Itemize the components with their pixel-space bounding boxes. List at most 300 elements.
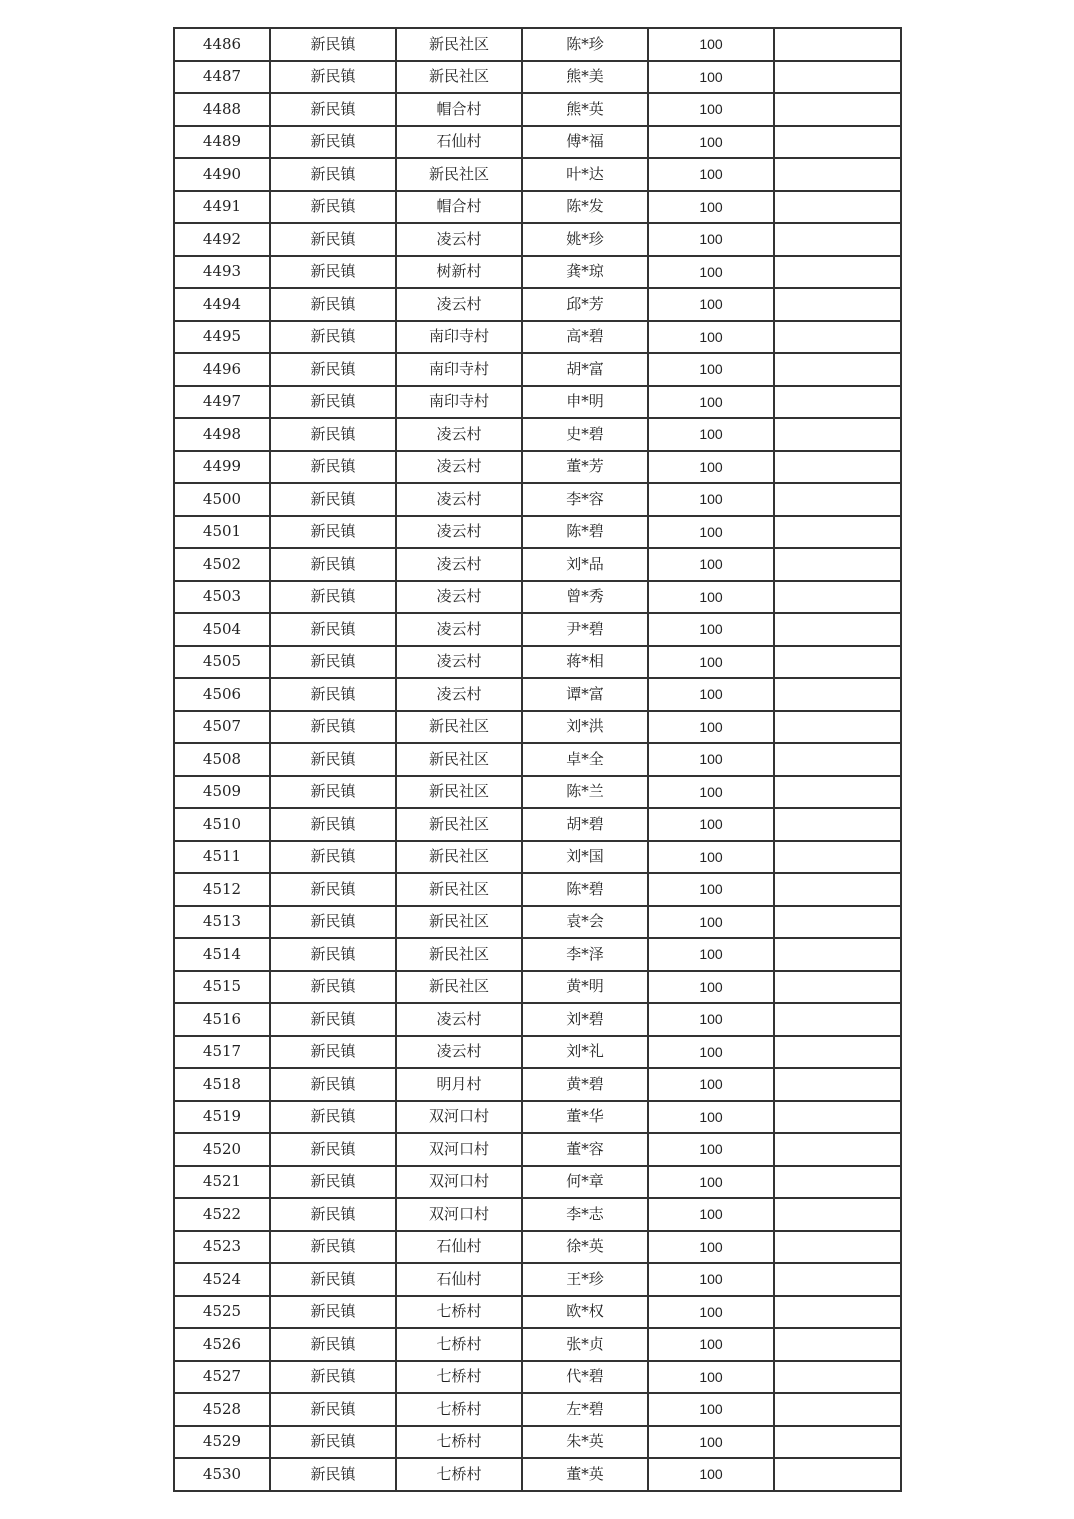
village-cell: 七桥村: [397, 1459, 523, 1492]
name-cell: 董*英: [523, 1459, 649, 1492]
note-cell: [775, 1427, 902, 1460]
row-number-cell: 4508: [175, 744, 271, 777]
amount-cell: 100: [649, 257, 775, 290]
note-cell: [775, 582, 902, 615]
amount-cell: 100: [649, 1232, 775, 1265]
village-cell: 七桥村: [397, 1362, 523, 1395]
name-cell: 胡*富: [523, 354, 649, 387]
table-row: [175, 1069, 902, 1102]
table-row: [175, 354, 902, 387]
note-cell: [775, 1394, 902, 1427]
village-cell: 双河口村: [397, 1199, 523, 1232]
row-number-cell: 4512: [175, 874, 271, 907]
village-cell: 新民社区: [397, 159, 523, 192]
table-row: [175, 907, 902, 940]
amount-cell: 100: [649, 1004, 775, 1037]
name-cell: 刘*品: [523, 549, 649, 582]
row-number-cell: 4511: [175, 842, 271, 875]
amount-cell: 100: [649, 1199, 775, 1232]
village-cell: 凌云村: [397, 419, 523, 452]
table-row: [175, 1394, 902, 1427]
note-cell: [775, 874, 902, 907]
town-cell: 新民镇: [271, 224, 397, 257]
table-row: [175, 419, 902, 452]
table-row: [175, 1037, 902, 1070]
table-row: [175, 777, 902, 810]
note-cell: [775, 1004, 902, 1037]
village-cell: 新民社区: [397, 712, 523, 745]
amount-cell: 100: [649, 777, 775, 810]
row-number-cell: 4526: [175, 1329, 271, 1362]
note-cell: [775, 842, 902, 875]
note-cell: [775, 1459, 902, 1492]
name-cell: 刘*礼: [523, 1037, 649, 1070]
name-cell: 李*泽: [523, 939, 649, 972]
table-row: [175, 614, 902, 647]
town-cell: 新民镇: [271, 614, 397, 647]
name-cell: 尹*碧: [523, 614, 649, 647]
table-row: [175, 322, 902, 355]
town-cell: 新民镇: [271, 29, 397, 62]
amount-cell: 100: [649, 224, 775, 257]
row-number-cell: 4504: [175, 614, 271, 647]
table-row: [175, 127, 902, 160]
amount-cell: 100: [649, 1167, 775, 1200]
table-row: [175, 1297, 902, 1330]
note-cell: [775, 1264, 902, 1297]
row-number-cell: 4515: [175, 972, 271, 1005]
amount-cell: 100: [649, 484, 775, 517]
row-number-cell: 4494: [175, 289, 271, 322]
note-cell: [775, 127, 902, 160]
amount-cell: 100: [649, 387, 775, 420]
town-cell: 新民镇: [271, 1427, 397, 1460]
note-cell: [775, 1069, 902, 1102]
village-cell: 新民社区: [397, 874, 523, 907]
table-row: [175, 1102, 902, 1135]
name-cell: 谭*富: [523, 679, 649, 712]
name-cell: 陈*珍: [523, 29, 649, 62]
town-cell: 新民镇: [271, 744, 397, 777]
town-cell: 新民镇: [271, 1102, 397, 1135]
amount-cell: 100: [649, 1459, 775, 1492]
amount-cell: 100: [649, 907, 775, 940]
name-cell: 傅*福: [523, 127, 649, 160]
row-number-cell: 4499: [175, 452, 271, 485]
amount-cell: 100: [649, 192, 775, 225]
table-row: [175, 1004, 902, 1037]
town-cell: 新民镇: [271, 289, 397, 322]
name-cell: 李*志: [523, 1199, 649, 1232]
table-row: [175, 192, 902, 225]
table-row: [175, 1232, 902, 1265]
note-cell: [775, 94, 902, 127]
row-number-cell: 4500: [175, 484, 271, 517]
note-cell: [775, 712, 902, 745]
amount-cell: 100: [649, 1427, 775, 1460]
note-cell: [775, 1102, 902, 1135]
amount-cell: 100: [649, 647, 775, 680]
name-cell: 刘*碧: [523, 1004, 649, 1037]
note-cell: [775, 1232, 902, 1265]
town-cell: 新民镇: [271, 777, 397, 810]
row-number-cell: 4488: [175, 94, 271, 127]
town-cell: 新民镇: [271, 1037, 397, 1070]
village-cell: 凌云村: [397, 224, 523, 257]
note-cell: [775, 354, 902, 387]
name-cell: 徐*英: [523, 1232, 649, 1265]
row-number-cell: 4486: [175, 29, 271, 62]
amount-cell: 100: [649, 354, 775, 387]
town-cell: 新民镇: [271, 192, 397, 225]
note-cell: [775, 679, 902, 712]
table-row: [175, 484, 902, 517]
row-number-cell: 4506: [175, 679, 271, 712]
name-cell: 蒋*相: [523, 647, 649, 680]
town-cell: 新民镇: [271, 387, 397, 420]
table-row: [175, 289, 902, 322]
village-cell: 凌云村: [397, 679, 523, 712]
table-row: [175, 744, 902, 777]
town-cell: 新民镇: [271, 1297, 397, 1330]
village-cell: 南印寺村: [397, 354, 523, 387]
village-cell: 南印寺村: [397, 387, 523, 420]
table-row: [175, 1199, 902, 1232]
name-cell: 黄*明: [523, 972, 649, 1005]
town-cell: 新民镇: [271, 517, 397, 550]
village-cell: 凌云村: [397, 484, 523, 517]
note-cell: [775, 907, 902, 940]
note-cell: [775, 289, 902, 322]
row-number-cell: 4524: [175, 1264, 271, 1297]
note-cell: [775, 1362, 902, 1395]
table-row: [175, 972, 902, 1005]
village-cell: 凌云村: [397, 549, 523, 582]
table-row: [175, 452, 902, 485]
table-row: [175, 224, 902, 257]
name-cell: 黄*碧: [523, 1069, 649, 1102]
amount-cell: 100: [649, 127, 775, 160]
name-cell: 董*芳: [523, 452, 649, 485]
table-row: [175, 257, 902, 290]
amount-cell: 100: [649, 517, 775, 550]
name-cell: 朱*英: [523, 1427, 649, 1460]
row-number-cell: 4493: [175, 257, 271, 290]
amount-cell: 100: [649, 1394, 775, 1427]
row-number-cell: 4518: [175, 1069, 271, 1102]
name-cell: 卓*全: [523, 744, 649, 777]
town-cell: 新民镇: [271, 1394, 397, 1427]
table-row: [175, 94, 902, 127]
village-cell: 新民社区: [397, 29, 523, 62]
note-cell: [775, 1329, 902, 1362]
row-number-cell: 4521: [175, 1167, 271, 1200]
name-cell: 曾*秀: [523, 582, 649, 615]
row-number-cell: 4520: [175, 1134, 271, 1167]
note-cell: [775, 1037, 902, 1070]
town-cell: 新民镇: [271, 1264, 397, 1297]
note-cell: [775, 224, 902, 257]
row-number-cell: 4509: [175, 777, 271, 810]
name-cell: 陈*兰: [523, 777, 649, 810]
amount-cell: 100: [649, 452, 775, 485]
table-row: [175, 1362, 902, 1395]
town-cell: 新民镇: [271, 257, 397, 290]
note-cell: [775, 387, 902, 420]
village-cell: 石仙村: [397, 1264, 523, 1297]
row-number-cell: 4492: [175, 224, 271, 257]
row-number-cell: 4528: [175, 1394, 271, 1427]
note-cell: [775, 484, 902, 517]
row-number-cell: 4501: [175, 517, 271, 550]
note-cell: [775, 972, 902, 1005]
row-number-cell: 4495: [175, 322, 271, 355]
town-cell: 新民镇: [271, 939, 397, 972]
town-cell: 新民镇: [271, 354, 397, 387]
note-cell: [775, 1134, 902, 1167]
town-cell: 新民镇: [271, 712, 397, 745]
table-row: [175, 159, 902, 192]
row-number-cell: 4514: [175, 939, 271, 972]
town-cell: 新民镇: [271, 1362, 397, 1395]
village-cell: 凌云村: [397, 582, 523, 615]
town-cell: 新民镇: [271, 809, 397, 842]
town-cell: 新民镇: [271, 1459, 397, 1492]
town-cell: 新民镇: [271, 419, 397, 452]
row-number-cell: 4503: [175, 582, 271, 615]
town-cell: 新民镇: [271, 94, 397, 127]
table-row: [175, 874, 902, 907]
name-cell: 陈*碧: [523, 517, 649, 550]
town-cell: 新民镇: [271, 322, 397, 355]
village-cell: 新民社区: [397, 744, 523, 777]
town-cell: 新民镇: [271, 1167, 397, 1200]
row-number-cell: 4529: [175, 1427, 271, 1460]
village-cell: 凌云村: [397, 517, 523, 550]
amount-cell: 100: [649, 874, 775, 907]
table-row: [175, 1459, 902, 1492]
table-row: [175, 29, 902, 62]
name-cell: 何*章: [523, 1167, 649, 1200]
village-cell: 七桥村: [397, 1329, 523, 1362]
town-cell: 新民镇: [271, 582, 397, 615]
note-cell: [775, 614, 902, 647]
amount-cell: 100: [649, 614, 775, 647]
town-cell: 新民镇: [271, 1134, 397, 1167]
table-row: [175, 387, 902, 420]
name-cell: 申*明: [523, 387, 649, 420]
name-cell: 高*碧: [523, 322, 649, 355]
table-row: [175, 842, 902, 875]
note-cell: [775, 517, 902, 550]
amount-cell: 100: [649, 549, 775, 582]
name-cell: 陈*碧: [523, 874, 649, 907]
note-cell: [775, 322, 902, 355]
town-cell: 新民镇: [271, 159, 397, 192]
table-row: [175, 582, 902, 615]
town-cell: 新民镇: [271, 1329, 397, 1362]
town-cell: 新民镇: [271, 679, 397, 712]
village-cell: 双河口村: [397, 1167, 523, 1200]
row-number-cell: 4489: [175, 127, 271, 160]
village-cell: 帽合村: [397, 94, 523, 127]
table-row: [175, 1329, 902, 1362]
name-cell: 董*华: [523, 1102, 649, 1135]
town-cell: 新民镇: [271, 127, 397, 160]
row-number-cell: 4490: [175, 159, 271, 192]
name-cell: 代*碧: [523, 1362, 649, 1395]
note-cell: [775, 29, 902, 62]
row-number-cell: 4491: [175, 192, 271, 225]
village-cell: 明月村: [397, 1069, 523, 1102]
town-cell: 新民镇: [271, 1199, 397, 1232]
village-cell: 石仙村: [397, 1232, 523, 1265]
amount-cell: 100: [649, 62, 775, 95]
town-cell: 新民镇: [271, 647, 397, 680]
village-cell: 新民社区: [397, 842, 523, 875]
row-number-cell: 4487: [175, 62, 271, 95]
village-cell: 新民社区: [397, 777, 523, 810]
name-cell: 熊*美: [523, 62, 649, 95]
amount-cell: 100: [649, 1134, 775, 1167]
amount-cell: 100: [649, 159, 775, 192]
name-cell: 袁*会: [523, 907, 649, 940]
amount-cell: 100: [649, 289, 775, 322]
town-cell: 新民镇: [271, 1004, 397, 1037]
name-cell: 胡*碧: [523, 809, 649, 842]
row-number-cell: 4502: [175, 549, 271, 582]
table-row: [175, 939, 902, 972]
note-cell: [775, 192, 902, 225]
note-cell: [775, 1199, 902, 1232]
amount-cell: 100: [649, 322, 775, 355]
village-cell: 凌云村: [397, 1037, 523, 1070]
amount-cell: 100: [649, 1069, 775, 1102]
village-cell: 帽合村: [397, 192, 523, 225]
row-number-cell: 4527: [175, 1362, 271, 1395]
name-cell: 陈*发: [523, 192, 649, 225]
row-number-cell: 4530: [175, 1459, 271, 1492]
name-cell: 史*碧: [523, 419, 649, 452]
amount-cell: 100: [649, 29, 775, 62]
village-cell: 南印寺村: [397, 322, 523, 355]
town-cell: 新民镇: [271, 972, 397, 1005]
village-cell: 凌云村: [397, 647, 523, 680]
row-number-cell: 4507: [175, 712, 271, 745]
name-cell: 左*碧: [523, 1394, 649, 1427]
town-cell: 新民镇: [271, 907, 397, 940]
table-row: [175, 647, 902, 680]
village-cell: 双河口村: [397, 1134, 523, 1167]
table-row: [175, 1167, 902, 1200]
village-cell: 七桥村: [397, 1297, 523, 1330]
table-row: [175, 1134, 902, 1167]
town-cell: 新民镇: [271, 62, 397, 95]
amount-cell: 100: [649, 419, 775, 452]
amount-cell: 100: [649, 1037, 775, 1070]
amount-cell: 100: [649, 94, 775, 127]
village-cell: 石仙村: [397, 127, 523, 160]
name-cell: 欧*权: [523, 1297, 649, 1330]
village-cell: 七桥村: [397, 1394, 523, 1427]
row-number-cell: 4517: [175, 1037, 271, 1070]
village-cell: 凌云村: [397, 452, 523, 485]
row-number-cell: 4510: [175, 809, 271, 842]
name-cell: 叶*达: [523, 159, 649, 192]
amount-cell: 100: [649, 1102, 775, 1135]
note-cell: [775, 809, 902, 842]
amount-cell: 100: [649, 809, 775, 842]
row-number-cell: 4513: [175, 907, 271, 940]
amount-cell: 100: [649, 744, 775, 777]
table-row: [175, 1427, 902, 1460]
village-cell: 新民社区: [397, 907, 523, 940]
town-cell: 新民镇: [271, 549, 397, 582]
row-number-cell: 4525: [175, 1297, 271, 1330]
note-cell: [775, 1167, 902, 1200]
row-number-cell: 4505: [175, 647, 271, 680]
amount-cell: 100: [649, 972, 775, 1005]
village-cell: 新民社区: [397, 939, 523, 972]
amount-cell: 100: [649, 679, 775, 712]
name-cell: 熊*英: [523, 94, 649, 127]
note-cell: [775, 159, 902, 192]
row-number-cell: 4497: [175, 387, 271, 420]
village-cell: 新民社区: [397, 62, 523, 95]
village-cell: 凌云村: [397, 289, 523, 322]
amount-cell: 100: [649, 1264, 775, 1297]
table-row: [175, 679, 902, 712]
name-cell: 刘*洪: [523, 712, 649, 745]
amount-cell: 100: [649, 1362, 775, 1395]
name-cell: 龚*琼: [523, 257, 649, 290]
town-cell: 新民镇: [271, 452, 397, 485]
amount-cell: 100: [649, 1329, 775, 1362]
village-cell: 凌云村: [397, 614, 523, 647]
row-number-cell: 4519: [175, 1102, 271, 1135]
village-cell: 七桥村: [397, 1427, 523, 1460]
amount-cell: 100: [649, 582, 775, 615]
row-number-cell: 4496: [175, 354, 271, 387]
row-number-cell: 4522: [175, 1199, 271, 1232]
note-cell: [775, 1297, 902, 1330]
note-cell: [775, 452, 902, 485]
data-table: [173, 27, 902, 1492]
table-row: [175, 1264, 902, 1297]
amount-cell: 100: [649, 712, 775, 745]
name-cell: 张*贞: [523, 1329, 649, 1362]
town-cell: 新民镇: [271, 484, 397, 517]
note-cell: [775, 419, 902, 452]
name-cell: 邱*芳: [523, 289, 649, 322]
name-cell: 董*容: [523, 1134, 649, 1167]
note-cell: [775, 939, 902, 972]
village-cell: 新民社区: [397, 809, 523, 842]
note-cell: [775, 62, 902, 95]
table-row: [175, 549, 902, 582]
amount-cell: 100: [649, 842, 775, 875]
town-cell: 新民镇: [271, 874, 397, 907]
row-number-cell: 4523: [175, 1232, 271, 1265]
name-cell: 王*珍: [523, 1264, 649, 1297]
village-cell: 双河口村: [397, 1102, 523, 1135]
village-cell: 树新村: [397, 257, 523, 290]
row-number-cell: 4516: [175, 1004, 271, 1037]
note-cell: [775, 257, 902, 290]
village-cell: 凌云村: [397, 1004, 523, 1037]
amount-cell: 100: [649, 1297, 775, 1330]
note-cell: [775, 777, 902, 810]
